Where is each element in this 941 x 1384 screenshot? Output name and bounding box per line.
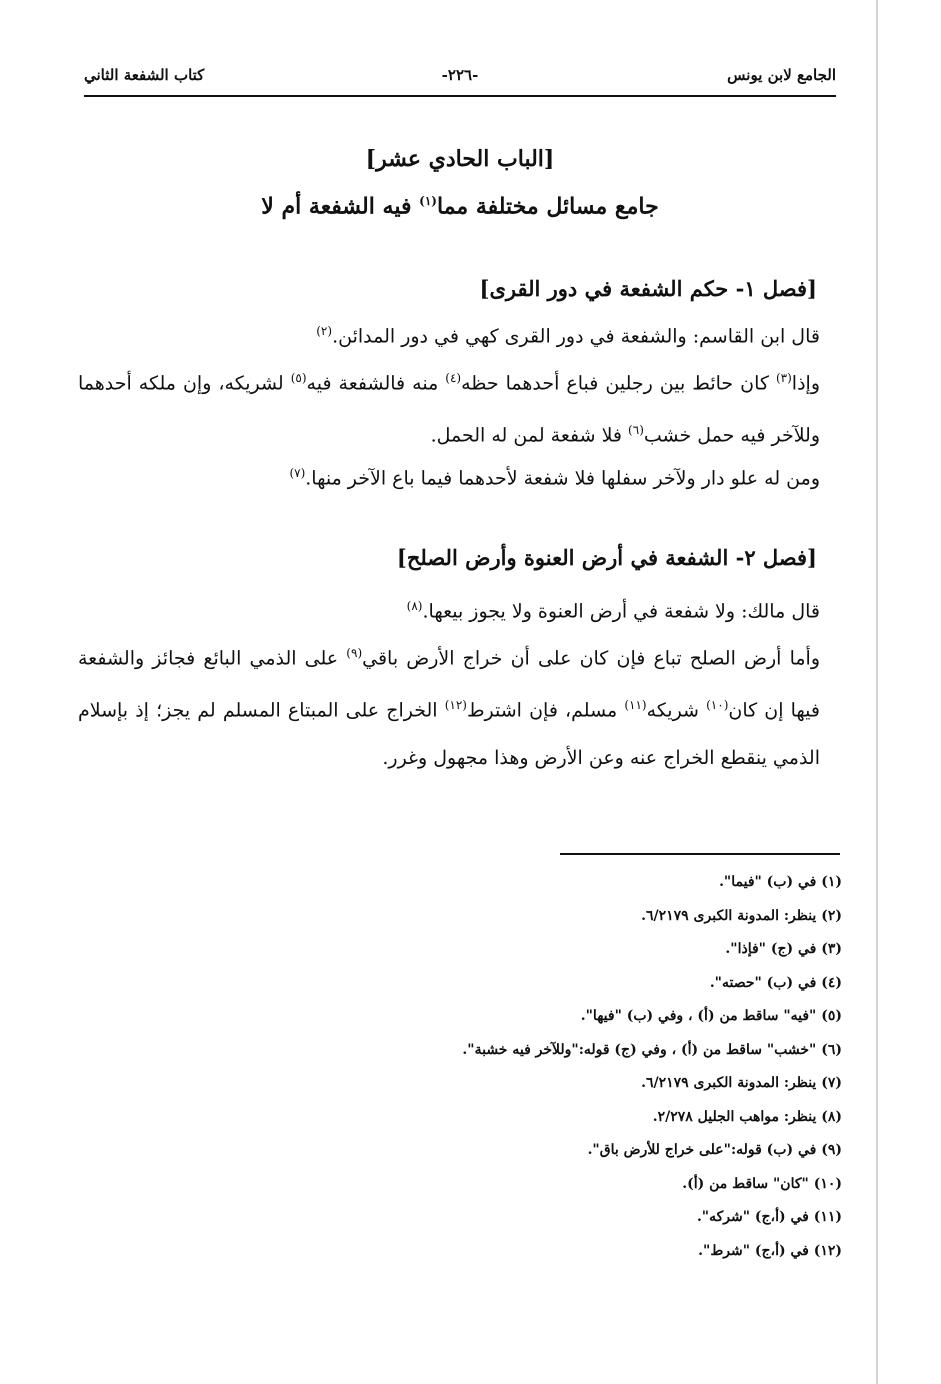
chapter-subtitle (84, 180, 836, 227)
paragraph-text: شريكه (646, 699, 707, 722)
paragraph-1-3 (78, 450, 820, 502)
footnote: (١٢) في (أ،ج) "شرط". (698, 1242, 842, 1259)
footnote-ref: (٣) (775, 371, 792, 385)
footnote: (٩) في (ب) قوله:"على خراج للأرض باق". (587, 1142, 842, 1158)
footnote-ref: (١٠) (706, 698, 729, 713)
footnotes (142, 866, 842, 1268)
section-1-title: [فصل ١- حكم الشفعة في دور القرى] (479, 276, 817, 301)
footnote: (١) في (ب) "فيما". (719, 874, 842, 890)
footnote: (١٠) "كان" ساقط من (أ). (682, 1175, 842, 1192)
paragraph-1-1 (78, 308, 820, 360)
footnote-ref: (١١) (624, 698, 647, 713)
page-number: -٢٢٦- (441, 66, 479, 84)
footnote-ref: (٢) (316, 324, 333, 338)
footnote-ref: (٥) (290, 371, 307, 385)
section-2-title: [فصل ٢- الشفعة في أرض العنوة وأرض الصلح] (396, 545, 817, 570)
running-header (84, 64, 836, 90)
footnote: (٥) "فيه" ساقط من (أ) ، وفي (ب) "فيها". (580, 1008, 842, 1024)
footnote-ref: (٦) (628, 423, 644, 438)
chapter-title: [الباب الحادي عشر] (365, 146, 555, 172)
paragraph-2-1 (78, 583, 820, 635)
footnote: (٨) ينظر: مواهب الجليل ٢/٢٧٨. (652, 1108, 842, 1125)
paragraph-text: قال ابن القاسم: والشفعة في دور القرى كهي في دور المدائن. (332, 325, 820, 348)
subtitle-text-end: فيه الشفعة أم لا (261, 193, 420, 220)
paragraph-text: فلا شفعة لمن له الحمل. (430, 424, 629, 447)
paragraph-text: منه فالشفعة فيه (306, 372, 446, 395)
paragraph-text: مسلم، فإن اشترط (466, 699, 625, 722)
paragraph-text: ومن له علو دار ولآخر سفلها فلا شفعة لأحدهما فيما باع الآخر منها. (305, 467, 820, 490)
footnote-ref: (٤) (445, 371, 462, 385)
footnote: (٢) ينظر: المدونة الكبرى ٦/٢١٧٩. (641, 907, 842, 924)
footnote: (٤) في (ب) "حصته". (709, 974, 842, 991)
footnote-ref: (٩) (346, 646, 363, 660)
paragraph-1-2 (78, 355, 820, 460)
header-book-title: الجامع لابن يونس (727, 66, 836, 84)
paragraph-text: الخراج على المبتاع المسلم لم يجز؛ إذ بإسلام الذمي ينقطع الخراج عنه وعن الأرض وهذا مجهول وغرر. (78, 699, 820, 769)
subtitle-text: جامع مسائل مختلفة مما (436, 193, 659, 220)
footnote-ref: (١) (419, 194, 437, 208)
header-rule (84, 95, 836, 97)
paragraph-text: كان حائط بين رجلين فباع أحدهما حظه (461, 372, 776, 395)
footnote-separator (560, 853, 840, 855)
paragraph-text: وإذا (791, 372, 820, 395)
paragraph-text: قال مالك: ولا شفعة في أرض العنوة ولا يجوز بيعها. (422, 600, 820, 623)
footnote: (٦) "خشب" ساقط من (أ) ، وفي (ج) قوله:"وللآخر فيه خشبة". (462, 1041, 842, 1058)
paragraph-text: وأما أرض الصلح تباع فإن كان على أن خراج الأرض باقي (362, 647, 820, 670)
footnote-ref: (٨) (406, 599, 423, 613)
footnote-ref: (٧) (289, 466, 306, 480)
paragraph-text: على الذمي البائع فجائز والشفعة فيها إن كان (78, 647, 820, 722)
footnote: (٣) في (ج) "فإذا". (725, 941, 842, 957)
paragraph-2-2 (78, 630, 820, 782)
chapter-titles (84, 138, 836, 227)
footnote: (١١) في (أ،ج) "شركه". (696, 1209, 842, 1225)
footnote: (٧) ينظر: المدونة الكبرى ٦/٢١٧٩. (641, 1075, 842, 1091)
footnote-ref: (١٢) (444, 698, 467, 713)
header-chapter-title: كتاب الشفعة الثاني (84, 66, 205, 84)
paragraph-text: لشريكه، وإن ملكه أحدهما وللآخر فيه حمل خشب (78, 372, 820, 447)
